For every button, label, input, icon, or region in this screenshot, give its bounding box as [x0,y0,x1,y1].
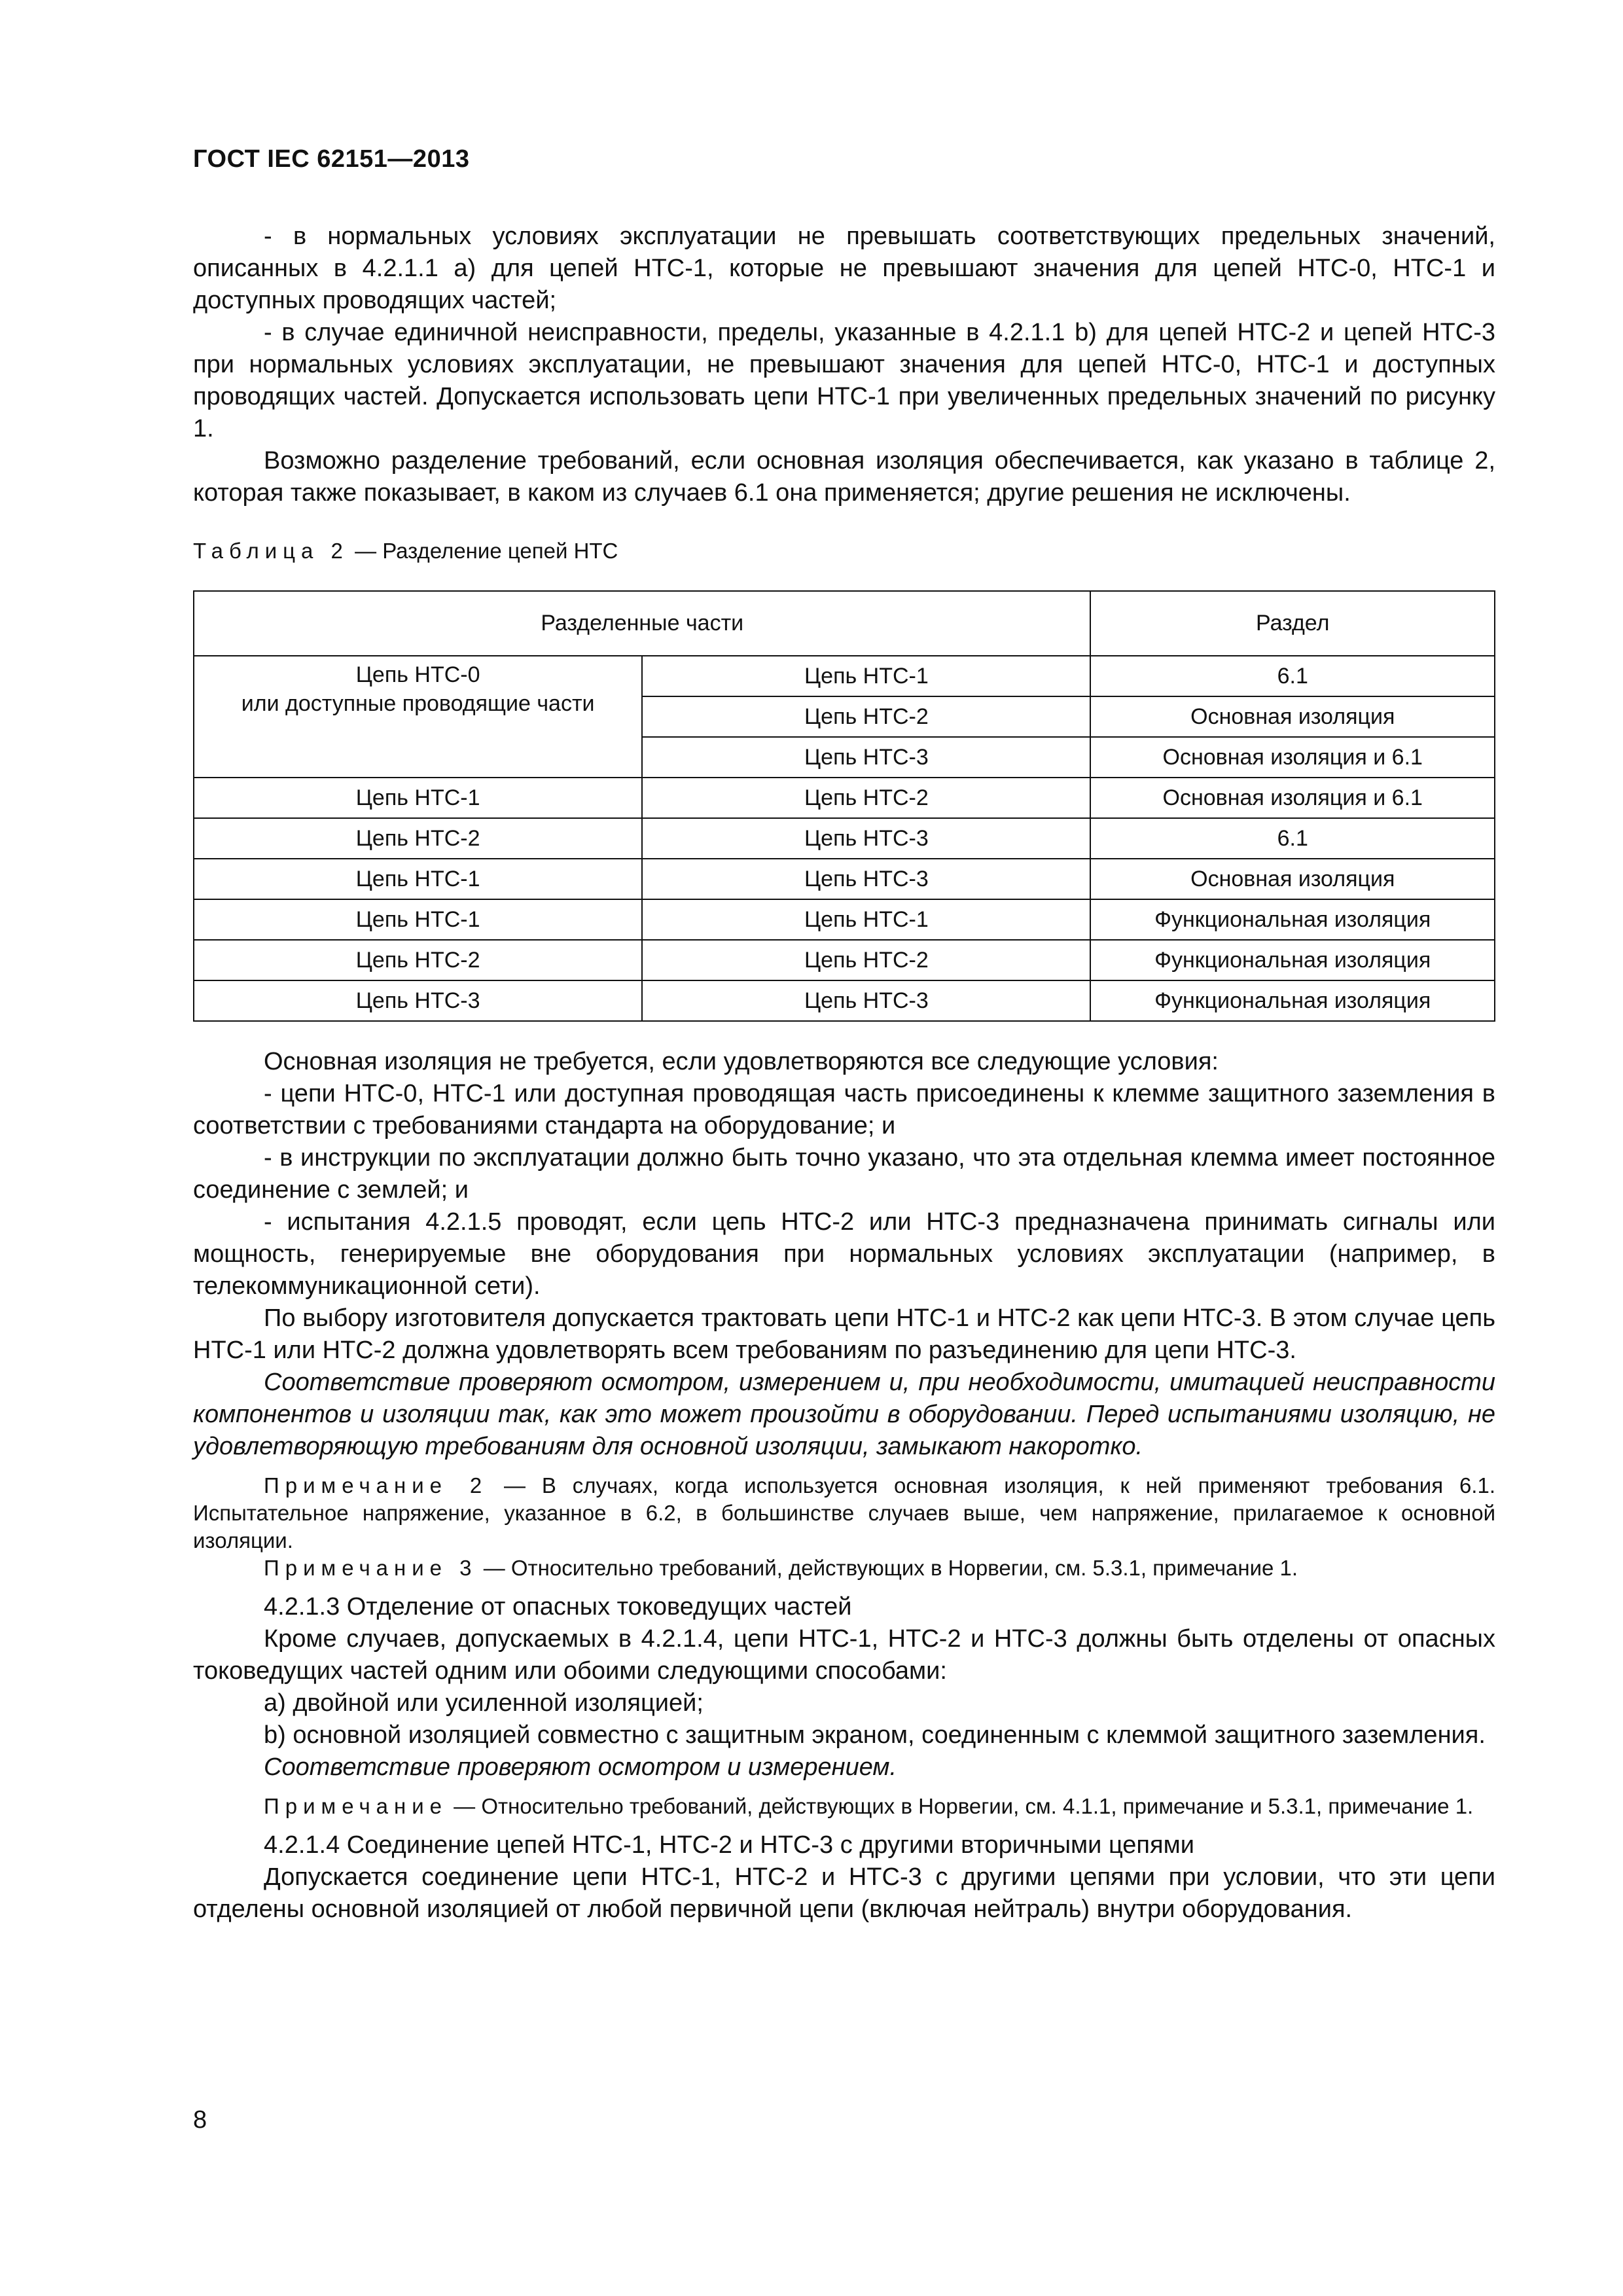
table-row [194,778,1495,818]
body-paragraph: b) основной изоляцией совместно с защитным экраном, соединенным с клеммой защитного заземления. [264,1721,1486,1749]
note-4-label: Примечание [264,1794,448,1818]
table-cell: Цепь НТС-2 [642,696,1090,737]
separation-table [193,590,1495,1022]
table-header-row [194,591,1495,656]
table-cell: Цепь НТС-2 [194,940,642,980]
table-cell: Цепь НТС-2 [642,778,1090,818]
table-cell: Цепь НТС-3 [642,980,1090,1021]
intro-paragraph-3: Возможно разделение требований, если основная изоляция обеспечивается, как указано в таблице 2, которая также показывает, в каком из случаев 6.1 она применяется; другие решения не исключены. [193,447,1495,507]
table-cell: Цепь НТС-1 [194,899,642,940]
body-paragraph: - в инструкции по эксплуатации должно быть точно указано, что эта отдельная клемма имеет постоянное соединение с землей; и [193,1144,1495,1204]
body-paragraph: - испытания 4.2.1.5 проводят, если цепь НТС-2 или НТС-3 предназначена принимать сигналы или мощность, генерируемые вне оборудования при нормальных условиях эксплуатации (например, в телекоммуникационной сети). [193,1208,1495,1300]
body-block [193,1046,1495,1926]
intro-block [193,221,1495,509]
table-row [194,859,1495,899]
table-cell: Цепь НТС-3 [642,859,1090,899]
compliance-paragraph: Соответствие проверяют осмотром, измерением и, при необходимости, имитацией неисправности компонентов и изоляции так, как это может произойти в оборудовании. Перед испытаниями изоляцию, не удовлетворяющую требованиям для основной изоляции, замыкают накоротко. [193,1369,1495,1460]
table-cell: Цепь НТС-3 [194,980,642,1021]
body-paragraph: а) двойной или усиленной изоляцией; [264,1689,704,1717]
body-paragraph: Основная изоляция не требуется, если удовлетворяются все следующие условия: [264,1048,1219,1075]
table-cell: Основная изоляция и 6.1 [1090,778,1495,818]
table-cell: Цепь НТС-1 [642,899,1090,940]
section-heading-4-2-1-4: 4.2.1.4 Соединение цепей НТС-1, НТС-2 и НТС-3 с другими вторичными цепями [264,1831,1194,1859]
table-cell: Функциональная изоляция [1090,899,1495,940]
body-paragraph: Кроме случаев, допускаемых в 4.2.1.4, цепи НТС-1, НТС-2 и НТС-3 должны быть отделены от опасных токоведущих частей одним или обоими следующими способами: [193,1625,1495,1685]
note-4-text: — Относительно требований, действующих в Норвегии, см. 4.1.1, примечание и 5.3.1, примечание 1. [448,1794,1474,1818]
compliance-paragraph: Соответствие проверяют осмотром и измерением. [264,1753,897,1781]
table-cell: Функциональная изоляция [1090,980,1495,1021]
table-caption [193,539,618,564]
section-heading-4-2-1-3: 4.2.1.3 Отделение от опасных токоведущих частей [264,1593,852,1621]
table-cell-group [194,656,642,778]
note-3-label: Примечание 3 [264,1556,478,1580]
table-cell: 6.1 [1090,656,1495,696]
page-number: 8 [193,2106,207,2134]
body-paragraph: - цепи НТС-0, НТС-1 или доступная проводящая часть присоединены к клемме защитного заземления в соответствии с требованиями стандарта на оборудование; и [193,1080,1495,1139]
table-cell: Функциональная изоляция [1090,940,1495,980]
table-cell: Основная изоляция [1090,859,1495,899]
document-header: ГОСТ IEC 62151—2013 [193,145,470,173]
table-cell: Цепь НТС-1 [194,859,642,899]
intro-paragraph-1: - в нормальных условиях эксплуатации не превышать соответствующих предельных значений, описанных в 4.2.1.1 а) для цепей НТС-1, которые не превышают значения для цепей НТС-0, НТС-1 и доступных проводящих частей; [193,223,1495,314]
note-2 [193,1472,1495,1554]
table-cell: Цепь НТС-1 [642,656,1090,696]
body-paragraph: По выбору изготовителя допускается трактовать цепи НТС-1 и НТС-2 как цепи НТС-3. В этом случае цепь НТС-1 или НТС-2 должна удовлетворять всем требованиям по разъединению для цепи НТС-3. [193,1304,1495,1364]
group-line-2: или доступные проводящие части [241,691,595,716]
note-2-label: Примечание 2 [264,1473,488,1498]
intro-paragraph-2: - в случае единичной неисправности, пределы, указанные в 4.2.1.1 b) для цепей НТС-2 и цепей НТС-3 при нормальных условиях эксплуатации, не превышают значения для цепей НТС-0, НТС-1 и доступных проводящих частей. Допускается использовать цепи НТС-1 при увеличенных предельных значений по рисунку 1. [193,319,1495,442]
table-cell: Цепь НТС-2 [642,940,1090,980]
table-row [194,980,1495,1021]
table-cell: Цепь НТС-2 [194,818,642,859]
table-caption-label: Таблица 2 [193,539,349,563]
table-cell: Основная изоляция [1090,696,1495,737]
table-cell: Основная изоляция и 6.1 [1090,737,1495,778]
note-3-text: — Относительно требований, действующих в Норвегии, см. 5.3.1, примечание 1. [477,1556,1298,1580]
table-cell: 6.1 [1090,818,1495,859]
table-row [194,818,1495,859]
note-4 [193,1793,1495,1820]
group-line-1: Цепь НТС-0 [355,662,480,687]
table-cell: Цепь НТС-3 [642,737,1090,778]
header-section: Раздел [1090,591,1495,656]
note-3 [193,1554,1495,1582]
table-row [194,656,1495,696]
body-paragraph: Допускается соединение цепи НТС-1, НТС-2 и НТС-3 с другими цепями при условии, что эти цепи отделены основной изоляцией от любой первичной цепи (включая нейтраль) внутри оборудования. [193,1863,1495,1923]
table-row [194,940,1495,980]
header-separated-parts: Разделенные части [194,591,1090,656]
table-row [194,899,1495,940]
table-cell: Цепь НТС-3 [642,818,1090,859]
note-2-text: — В случаях, когда используется основная изоляция, к ней применяют требования 6.1. Испытательное напряжение, указанное в 6.2, в большинстве случаев выше, чем напряжение, прилагаемое к основной изоляции. [193,1473,1495,1552]
table-caption-title: — Разделение цепей НТС [348,539,618,563]
table-cell: Цепь НТС-1 [194,778,642,818]
